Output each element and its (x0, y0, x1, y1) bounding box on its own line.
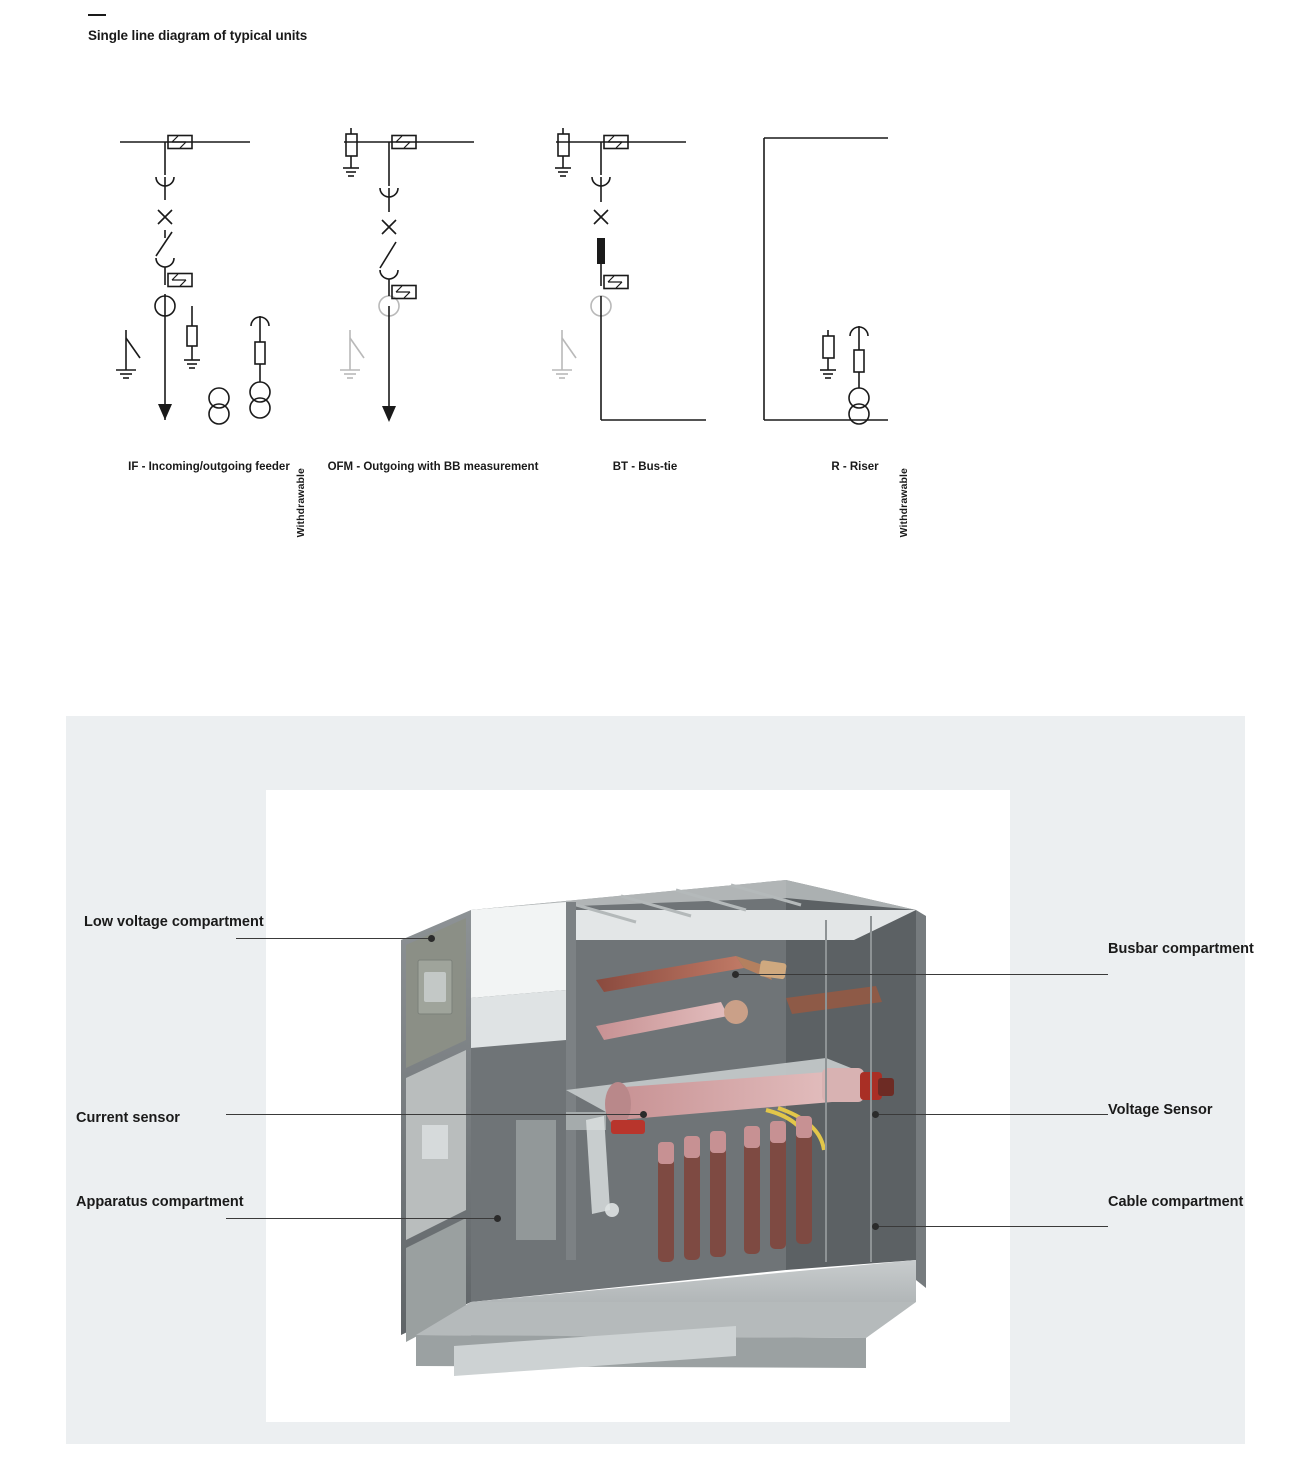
leader-dot-voltage-sensor (872, 1111, 879, 1118)
callout-low-voltage-compartment: Low voltage compartment (84, 914, 264, 930)
sld-diagram-bt (530, 120, 760, 450)
callout-cable-compartment: Cable compartment (1108, 1194, 1244, 1210)
sld-vertical-label-r: Withdrawable (898, 468, 910, 538)
sld-caption-r: R - Riser (831, 461, 879, 473)
sld-unit-if (94, 120, 324, 500)
callout-voltage-sensor: Voltage Sensor (1108, 1102, 1213, 1118)
leader-dot-busbar (732, 971, 739, 978)
cutaway-photo-frame (266, 790, 1010, 1422)
leader-apparatus (226, 1218, 498, 1219)
cutaway-photo-panel (66, 716, 1254, 1444)
sld-caption-bt: BT - Bus-tie (612, 461, 678, 473)
sld-caption-ofm: OFM - Outgoing with BB measurement (327, 461, 539, 473)
callout-apparatus-compartment: Apparatus compartment (76, 1194, 244, 1210)
header-rule (88, 14, 106, 16)
callout-current-sensor: Current sensor (76, 1110, 180, 1126)
sld-vertical-label-if: Withdrawable (295, 468, 307, 538)
leader-low-voltage (236, 938, 431, 939)
callout-busbar-compartment: Busbar compartment (1108, 941, 1254, 957)
switchgear-cutaway-image (266, 790, 1010, 1422)
leader-cable (876, 1226, 1108, 1227)
leader-busbar (736, 974, 1108, 975)
sld-caption-if: IF - Incoming/outgoing feeder (128, 461, 290, 473)
leader-dot-low-voltage (428, 935, 435, 942)
sld-unit-r (740, 120, 970, 500)
leader-voltage-sensor (876, 1114, 1108, 1115)
sld-diagram-ofm (318, 120, 548, 450)
leader-current-sensor (226, 1114, 644, 1115)
page-header (88, 14, 307, 43)
leader-dot-current-sensor (640, 1111, 647, 1118)
sld-unit-ofm (318, 120, 548, 500)
sld-diagram-if (94, 120, 324, 450)
leader-dot-apparatus (494, 1215, 501, 1222)
single-line-diagram-group (0, 120, 1311, 538)
leader-dot-cable (872, 1223, 879, 1230)
sld-unit-bt (530, 120, 760, 500)
sld-diagram-r (740, 120, 970, 450)
page-title: Single line diagram of typical units (88, 28, 308, 43)
